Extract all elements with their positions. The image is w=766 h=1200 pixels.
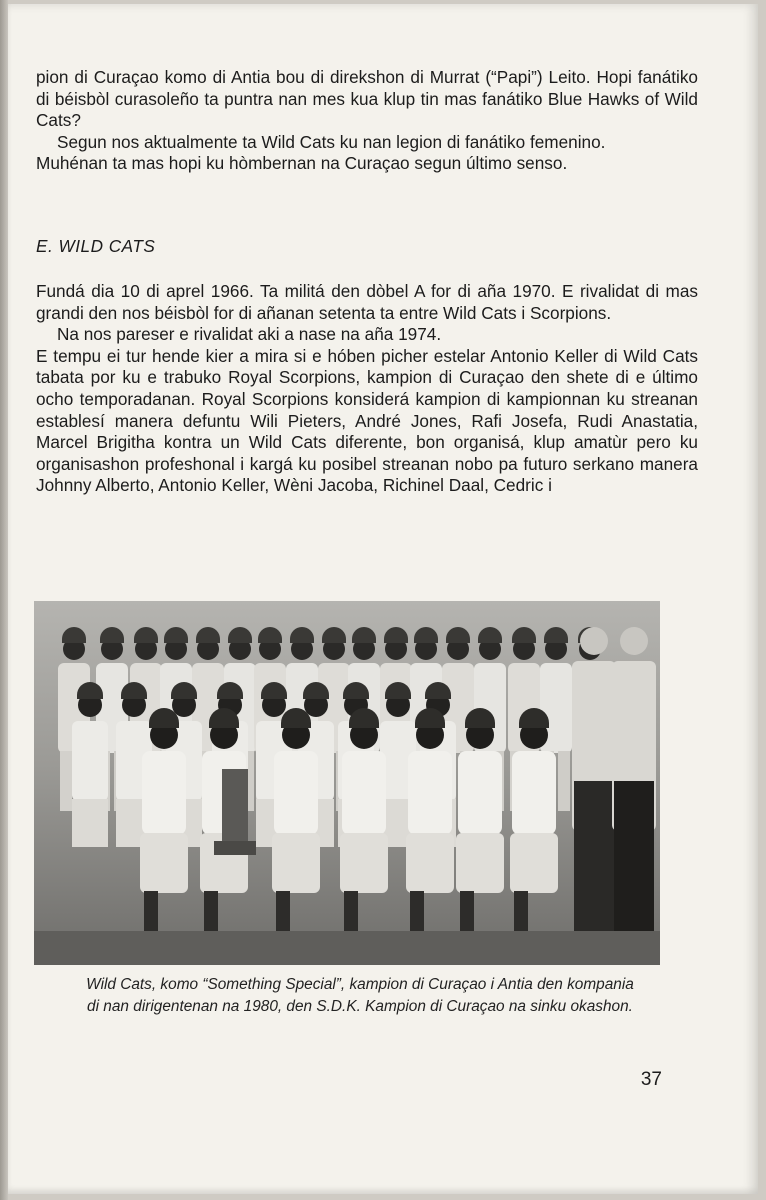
page-number: 37 <box>640 1069 662 1090</box>
paragraph-body <box>36 281 698 497</box>
paragraph-6: E tempu ei tur hende kier a mira si e hóben picher estelar Antonio Keller di Wild Cats tabata por ku e trabuko Royal Scorpions, kampion di Curaçao den shete di e último ocho temporadanan. Royal Scorpions konsiderá kampion di kampionnan ku streanan establesí manera defuntu Wili Pieters, André Jones, Rafi Josefa, Rudi Anastatia, Marcel Brigitha kontra un Wild Cats diferente, bon organisá, klup amatùr pero ku organisashon profeshonal i kargá ku posibel streanan nobo pa futuro serkano manera Johnny Alberto, Antonio Keller, Wèni Jacoba, Richinel Daal, Cedric i <box>36 345 698 496</box>
team-photo <box>34 601 660 965</box>
photo-caption <box>28 974 692 1017</box>
book-page <box>8 4 758 1194</box>
paragraph-3: Muhénan ta mas hopi ku hòmbernan na Curaçao segun último senso. <box>36 153 568 174</box>
paragraph-5: Na nos pareser e rivalidat aki a nase na aña 1974. <box>57 324 442 345</box>
book-spine-shadow <box>0 0 8 1200</box>
caption-line-1: Wild Cats, komo “Something Special”, kampion di Curaçao i Antia den kompania <box>86 976 634 993</box>
paragraph-1: pion di Curaçao komo di Antia bou di direkshon di Murrat (“Papi”) Leito. Hopi fanátiko di béisbòl curasoleño ta puntra nan mes kua klup tin mas fanátiko Blue Hawks of Wild Cats? <box>36 67 698 131</box>
paragraph-2: Segun nos aktualmente ta Wild Cats ku nan legion di fanátiko femenino. <box>57 131 606 152</box>
paragraph-intro <box>36 67 698 175</box>
paragraph-4: Fundá dia 10 di aprel 1966. Ta militá den dòbel A for di aña 1970. E rivalidat di mas grandi den nos béisbòl for di añanan setenta ta entre Wild Cats i Scorpions. <box>36 281 698 323</box>
caption-line-2: di nan dirigentenan na 1980, den S.D.K. Kampion di Curaçao na sinku okashon. <box>87 997 633 1015</box>
team-photo-illustration <box>34 601 660 965</box>
section-heading: E. WILD CATS <box>36 236 156 256</box>
